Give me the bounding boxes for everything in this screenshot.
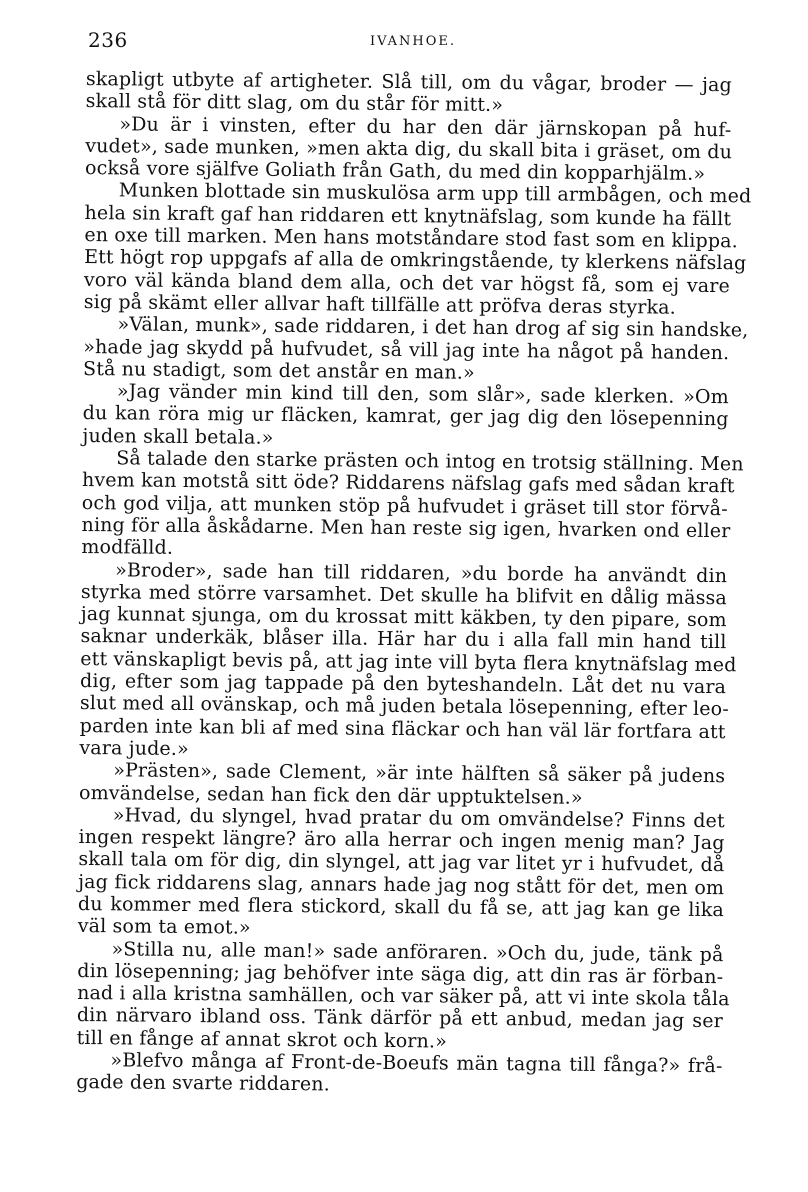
text-line: din närvaro ibland oss. Tänk därför på ett anbud, medan jag ser: [76, 1004, 723, 1033]
text-line: slut med all ovänskap, och må juden betala lösepenning, efter leo-: [79, 692, 729, 721]
text-line: omvändelse, sedan han fick den där upptuktelsen.»: [78, 781, 583, 809]
text-line: en oxe till marken. Men hans motståndare stod fast som en klippa.: [84, 224, 738, 253]
text-line: »Broder», sade han till riddaren, »du borde ha användt din: [115, 558, 728, 587]
paragraph: [86, 68, 732, 119]
text-line: din lösepenning; jag behöfver inte säga dig, att din ras är förban-: [77, 959, 724, 989]
text-line: vudet», sade munken, »men akta dig, du skall bita i gräset, om du: [85, 134, 733, 164]
text-line: dig, efter som jag tappade på den byteshandeln. Låt det nu vara: [80, 669, 727, 699]
paragraph: [79, 558, 737, 766]
paragraph: [81, 447, 744, 565]
text-line: juden skall betala.»: [82, 424, 274, 449]
text-line: Så talade den starke prästen och intog en trotsig ställning. Men: [116, 447, 744, 476]
text-line: »Du är i vinsten, efter du har den där järnskopan på huf-: [119, 112, 732, 141]
running-head: IVANHOE.: [370, 34, 457, 49]
paragraph: [76, 1049, 722, 1100]
text-line: hela sin kraft gaf han riddaren ett knytnäfslag, som kunde ha fällt: [84, 201, 732, 230]
text-line: vara jude.»: [79, 736, 189, 760]
text-line: skapligt utbyte af artigheter. Slå till, om du vågar, broder — jag: [85, 68, 732, 97]
text-line: jag fick riddarens slag, annars hade jag nog stått för det, men om: [78, 870, 725, 899]
text-line: du kommer med flera stickord, skall du få se, att jag kan ge lika: [77, 892, 725, 922]
text-line: »Blefvo många af Front-de-Boeufs män tagna till fånga?» frå-: [110, 1049, 723, 1078]
paragraph: [85, 113, 732, 186]
text-line: också vore själfve Goliath från Gath, du med din kopparhjälm.»: [84, 157, 706, 186]
text-line: sig på skämt eller allvar haft tillfälle att pröfva deras styrka.: [83, 290, 676, 319]
text-line: jag kunnat sjunga, om du krossat mitt käkben, ty den pipare, som: [80, 603, 727, 632]
text-line: ning för alla åskådarne. Men han reste sig igen, hvarken ond eller: [81, 513, 731, 543]
text-line: gade den svarte riddaren.: [76, 1071, 330, 1096]
paragraph: [83, 313, 749, 386]
paragraph: [76, 937, 730, 1056]
body-text: [76, 68, 752, 1100]
text-line: styrka med större varsamhet. Det skulle ha blifvit en dålig mässa: [80, 580, 728, 610]
text-line: parden inte kan bli af med sina fläckar och han väl lär fortfara att: [79, 714, 726, 743]
text-line: »Välan, munk», sade riddaren, i det han drog af sig sin handske,: [117, 313, 749, 342]
paragraph: [78, 804, 725, 944]
text-line: Ett högt rop uppgafs af alla de omkringstående, ty klerkens näfslag: [84, 246, 747, 275]
text-line: hvem kan motstå sitt öde? Riddarens näfslag gafs med sådan kraft: [81, 469, 735, 498]
text-line: saknar underkäk, blåser illa. Här har du i alla fall min hand till: [80, 625, 727, 654]
text-line: modfälld.: [81, 536, 174, 560]
text-line: nad i alla kristna samhällen, och var säker på, att vi inte skola tåla: [77, 982, 730, 1011]
text-line: Stå nu stadigt, som det anstår en man.»: [83, 357, 475, 384]
text-line: du kan röra mig ur fläcken, kamrat, ger jag dig den lösepenning: [82, 402, 729, 431]
text-line: »hade jag skydd på hufvudet, så vill jag inte ha något på handen.: [83, 335, 730, 364]
text-line: och god vilja, att munken stöp på hufvudet i gräset till stor förvå-: [81, 491, 728, 520]
text-line: ett vänskapligt bevis på, att jag inte vill byta flera knytnäfslag med: [80, 647, 737, 676]
text-line: till en fånge af annat skrot och korn.»: [76, 1026, 448, 1053]
paragraph: [82, 380, 729, 453]
text-line: skall tala om för dig, din slyngel, att jag var litet yr i hufvudet, då: [78, 848, 725, 877]
text-line: »Prästen», sade Clement, »är inte hälften så säker på judens: [113, 759, 726, 788]
text-line: »Hvad, du slyngel, hvad pratar du om omvändelse? Finns det: [112, 804, 725, 832]
paragraph: [79, 759, 725, 810]
text-line: »Jag vänder min kind till den, som slår», sade klerken. »Om: [116, 380, 729, 409]
paragraph: [83, 179, 752, 319]
text-line: väl som ta emot.»: [77, 915, 251, 939]
text-line: Munken blottade sin muskulösa arm upp till armbågen, och med: [118, 179, 752, 208]
text-line: ingen respekt längre? äro alla herrar och ingen menig man? Jag: [78, 826, 725, 855]
text-line: skall stå för ditt slag, om du står för mitt.»: [85, 90, 504, 117]
text-line: »Stilla nu, alle man!» sade anföraren. »Och du, jude, tänk på: [111, 937, 724, 966]
page-number: 236: [88, 28, 128, 52]
text-line: voro väl kända bland dem alla, och det var högst få, som ej vare: [83, 268, 731, 297]
